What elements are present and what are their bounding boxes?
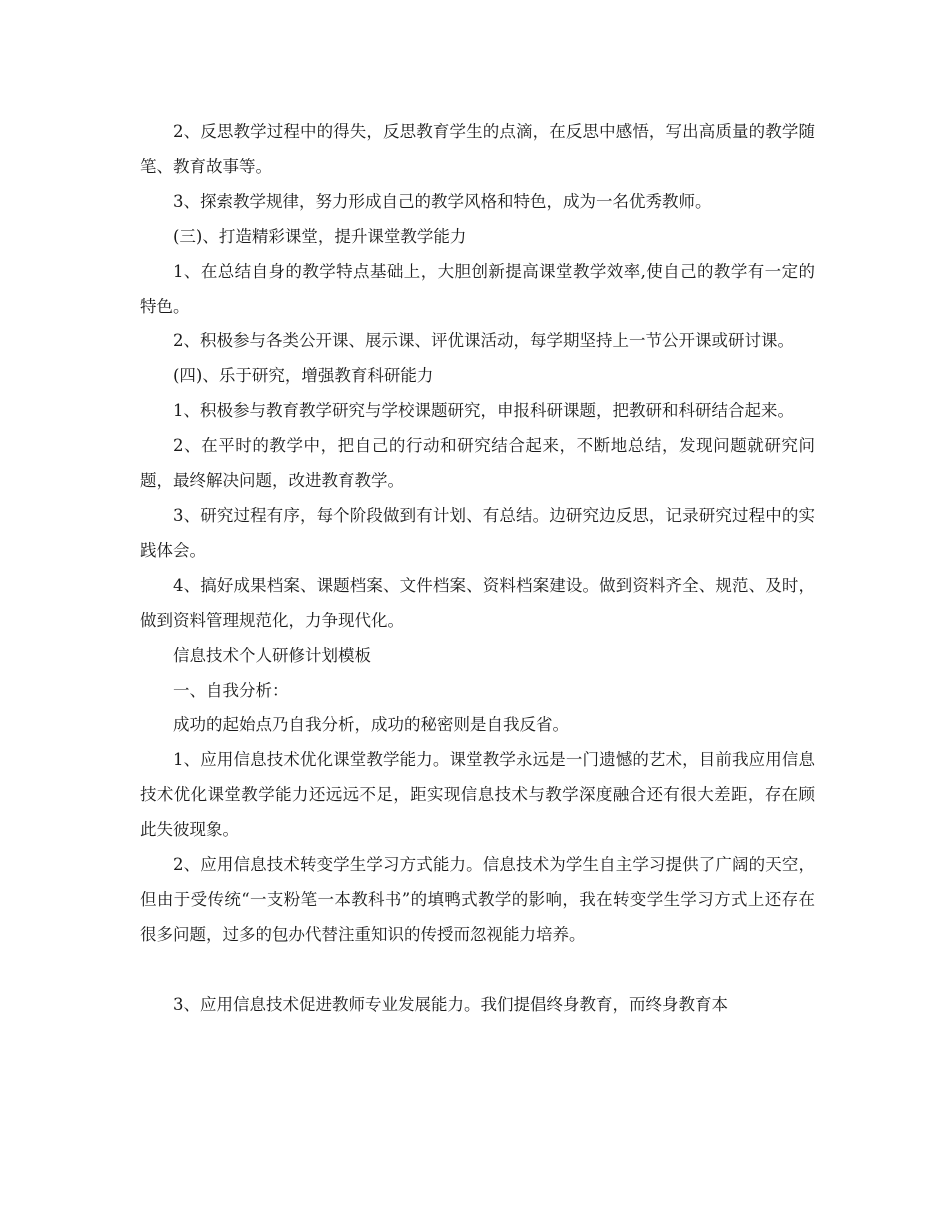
section-heading-self-analysis: 一、自我分析： (173, 680, 289, 700)
blank-line (140, 953, 815, 988)
paragraph-research-projects: 1、积极参与教育教学研究与学校课题研究，申报科研课题，把教研和科研结合起来。 (173, 401, 794, 421)
paragraph-success-quote: 成功的起始点乃自我分析，成功的秘密则是自我反省。 (173, 715, 569, 735)
paragraph-professional-development: 3、应用信息技术促进教师专业发展能力。我们提倡终身教育，而终身教育本 (173, 994, 728, 1014)
paragraph-open-classes: 2、积极参与各类公开课、展示课、评优课活动，每学期坚持上一节公开课或研讨课。 (173, 331, 794, 351)
section-heading-research: (四)、乐于研究，增强教育科研能力 (173, 366, 434, 386)
section-heading-classroom: (三)、打造精彩课堂，提升课堂教学能力 (173, 226, 467, 246)
paragraph-action-research: 2、在平时的教学中，把自己的行动和研究结合起来，不断地总结，发现问题就研究问题，最终解决问题，改进教育教学。 (140, 436, 815, 491)
paragraph-optimize-teaching: 1、应用信息技术优化课堂教学能力。课堂教学永远是一门遗憾的艺术，目前我应用信息技术优化课堂教学能力还远远不足，距实现信息技术与教学深度融合还有很大差距，存在顾此失彼现象。 (140, 750, 815, 840)
paragraph-classroom-efficiency: 1、在总结自身的教学特点基础上，大胆创新提高课堂教学效率,使自己的教学有一定的特色。 (140, 261, 815, 316)
document-body (140, 115, 815, 1023)
paragraph-reflect-gains: 2、反思教学过程中的得失，反思教育学生的点滴，在反思中感悟，写出高质量的教学随笔、教育故事等。 (140, 122, 815, 176)
paragraph-research-process: 3、研究过程有序，每个阶段做到有计划、有总结。边研究边反思，记录研究过程中的实践体会。 (140, 505, 815, 560)
paragraph-learning-style: 2、应用信息技术转变学生学习方式能力。信息技术为学生自主学习提供了广阔的天空，但由于受传统“一支粉笔一本教科书”的填鸭式教学的影响，我在转变学生学习方式上还存在很多问题，过多的包办代替注重知识的传授而忽视能力培养。 (140, 855, 815, 944)
paragraph-explore-rules: 3、探索教学规律，努力形成自己的教学风格和特色，成为一名优秀教师。 (173, 191, 712, 211)
document-subtitle: 信息技术个人研修计划模板 (173, 645, 371, 665)
paragraph-archives: 4、搞好成果档案、课题档案、文件档案、资料档案建设。做到资料齐全、规范、及时，做到资料管理规范化，力争现代化。 (140, 575, 815, 630)
